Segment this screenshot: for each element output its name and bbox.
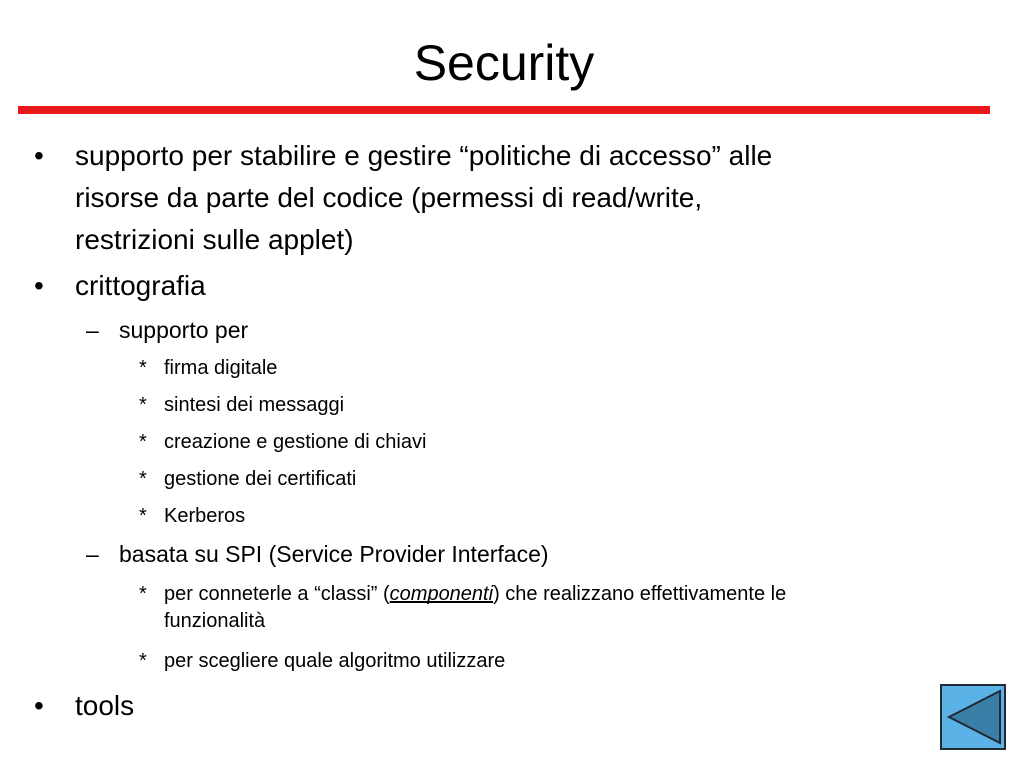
sub-item-text: basata su SPI (Service Provider Interface) (119, 541, 549, 567)
star-marker: * (139, 583, 147, 605)
bullet-item-cryptography (34, 265, 206, 307)
star-marker: * (139, 394, 147, 416)
bullet-text: tools (75, 690, 135, 721)
star-marker: * (139, 505, 147, 527)
list-item-text: per conneterle a “classi” (componenti) che realizzano effettivamente le funzionalità (164, 583, 787, 632)
list-item (139, 390, 344, 420)
slide-title: Security (413, 35, 595, 91)
list-item (139, 353, 277, 383)
list-item (139, 579, 999, 636)
list-item (139, 427, 426, 457)
dash-marker: – (86, 541, 99, 567)
emphasis-text: componenti (389, 583, 494, 605)
bullet-item-tools (34, 685, 134, 727)
sub-item-text: supporto per (119, 317, 249, 343)
list-item-text: creazione e gestione di chiavi (164, 431, 427, 453)
list-item-text: firma digitale (164, 357, 278, 379)
bullet-item-policies (34, 135, 974, 261)
list-item-text: Kerberos (164, 505, 246, 527)
star-marker: * (139, 650, 147, 672)
list-item (139, 646, 505, 676)
dash-marker: – (86, 317, 99, 343)
list-item (139, 501, 245, 531)
star-marker: * (139, 468, 147, 490)
list-item-text: per scegliere quale algoritmo utilizzare (164, 650, 506, 672)
triangle-left-icon (942, 686, 1004, 748)
sub-item-support (86, 313, 248, 347)
back-navigation-button[interactable] (940, 684, 1006, 750)
list-item (139, 464, 356, 494)
bullet-text: crittografia (75, 270, 206, 301)
bullet-marker: • (34, 140, 44, 171)
bullet-marker: • (34, 690, 44, 721)
list-item-text: gestione dei certificati (164, 468, 357, 490)
sub-item-spi (86, 537, 549, 571)
bullet-text: supporto per stabilire e gestire “politiche di accesso” alle risorse da parte del codice (permessi di read/write, restrizioni sulle applet) (75, 140, 773, 255)
list-item-text: sintesi dei messaggi (164, 394, 345, 416)
bullet-marker: • (34, 270, 44, 301)
star-marker: * (139, 357, 147, 379)
star-marker: * (139, 431, 147, 453)
